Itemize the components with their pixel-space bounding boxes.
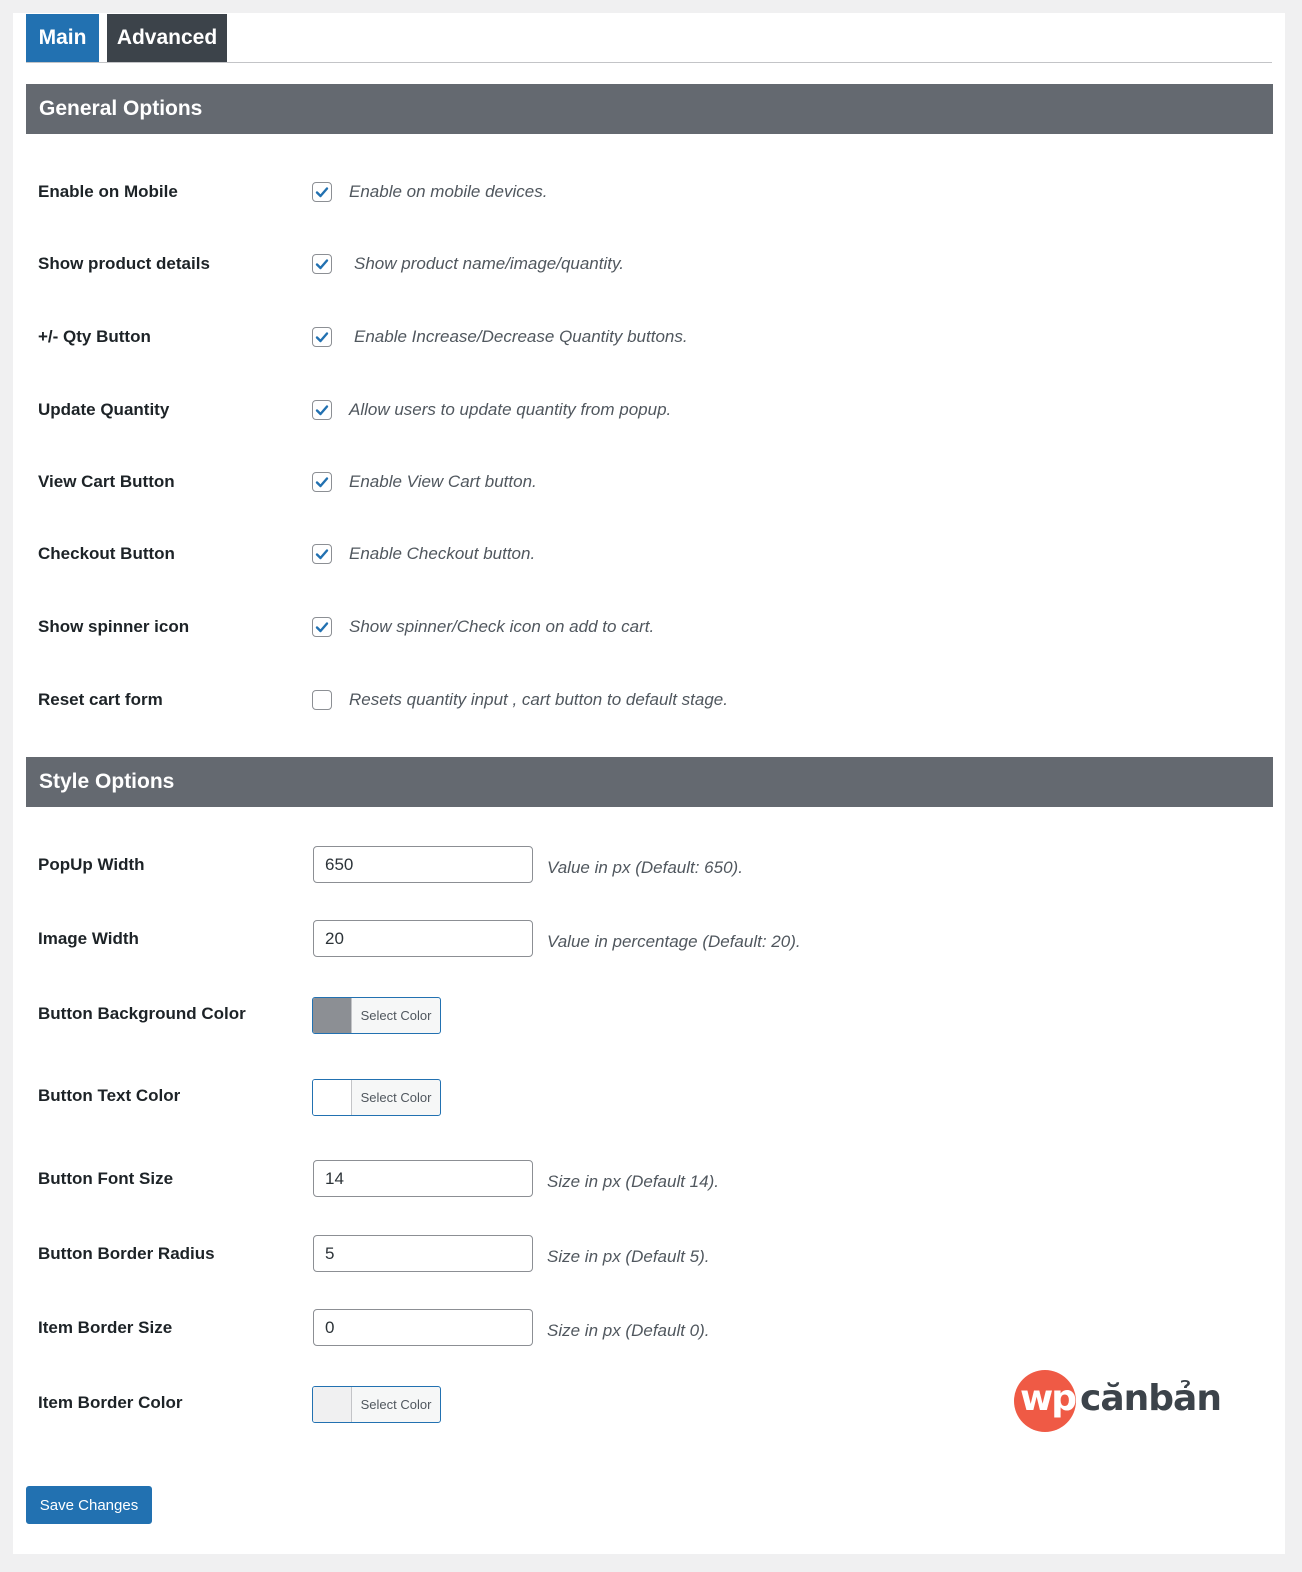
button-border-radius-input[interactable] [313, 1235, 533, 1272]
option-row-item-border-size [38, 1313, 1285, 1343]
checkmark-icon [314, 256, 330, 272]
option-row-image-width [38, 924, 1285, 954]
option-label: Image Width [38, 929, 139, 948]
checkbox-reset-cart-form[interactable] [312, 690, 332, 710]
tab-bar [26, 14, 1272, 63]
checkbox-show-spinner-icon[interactable] [312, 617, 332, 637]
option-row-enable-mobile [38, 177, 1285, 207]
checkbox-show-product-details[interactable] [312, 254, 332, 274]
option-description: Enable Checkout button. [349, 544, 536, 563]
option-row-qty-button [38, 322, 1285, 352]
option-label: Button Text Color [38, 1086, 181, 1105]
popup-width-input[interactable] [313, 846, 533, 883]
option-label: Update Quantity [38, 400, 170, 419]
button-bg-color-picker[interactable] [312, 997, 441, 1034]
option-description: Show spinner/Check icon on add to cart. [349, 617, 655, 636]
option-label: Button Border Radius [38, 1244, 215, 1263]
checkmark-icon [314, 184, 330, 200]
option-description: Resets quantity input , cart button to default stage. [349, 690, 728, 709]
option-row-show-spinner-icon [38, 612, 1285, 642]
option-row-checkout-button [38, 539, 1285, 569]
option-description: Value in px (Default: 650). [547, 858, 743, 877]
option-description: Size in px (Default 5). [547, 1247, 710, 1266]
option-description: Enable on mobile devices. [349, 182, 548, 201]
option-description: Enable View Cart button. [349, 472, 537, 491]
select-color-label: Select Color [360, 1397, 432, 1412]
checkbox-enable-mobile[interactable] [312, 182, 332, 202]
option-description: Show product name/image/quantity. [354, 254, 624, 273]
color-swatch [313, 998, 352, 1033]
option-label: Button Font Size [38, 1169, 174, 1188]
option-label: View Cart Button [38, 472, 175, 491]
checkbox-qty-button[interactable] [312, 327, 332, 347]
checkbox-checkout-button[interactable] [312, 544, 332, 564]
checkmark-icon [314, 474, 330, 490]
option-label: Reset cart form [38, 690, 163, 709]
select-color-label: Select Color [360, 1090, 432, 1105]
option-label: Item Border Size [38, 1318, 173, 1337]
option-row-view-cart-button [38, 467, 1285, 497]
option-label: PopUp Width [38, 855, 145, 874]
button-font-size-input[interactable] [313, 1160, 533, 1197]
option-row-update-quantity [38, 395, 1285, 425]
color-swatch [313, 1387, 352, 1422]
checkbox-view-cart-button[interactable] [312, 472, 332, 492]
option-description: Size in px (Default 0). [547, 1321, 710, 1340]
option-row-button-text-color [38, 1081, 1285, 1111]
option-row-button-bg-color [38, 999, 1285, 1029]
checkmark-icon [314, 546, 330, 562]
option-description: Size in px (Default 14). [547, 1172, 719, 1191]
option-description: Value in percentage (Default: 20). [547, 932, 801, 951]
option-row-button-font-size [38, 1164, 1285, 1194]
option-label: Item Border Color [38, 1393, 183, 1412]
tab-main[interactable]: Main [26, 14, 99, 62]
option-row-popup-width [38, 850, 1285, 880]
option-description: Enable Increase/Decrease Quantity buttons. [354, 327, 688, 346]
settings-panel [13, 13, 1285, 1554]
color-swatch [313, 1080, 352, 1115]
option-label: Show spinner icon [38, 617, 190, 636]
option-label: Checkout Button [38, 544, 175, 563]
tab-advanced[interactable]: Advanced [107, 14, 227, 62]
logo-brand-text: cănbản [1080, 1378, 1221, 1419]
logo-wp-text: wp [1020, 1378, 1076, 1419]
image-width-input[interactable] [313, 920, 533, 957]
checkbox-update-quantity[interactable] [312, 400, 332, 420]
option-label: Show product details [38, 254, 210, 273]
item-border-color-picker[interactable] [312, 1386, 441, 1423]
option-row-show-product-details [38, 249, 1285, 279]
wpcanban-logo [1014, 1368, 1221, 1434]
option-label: +/- Qty Button [38, 327, 151, 346]
option-label: Button Background Color [38, 1004, 246, 1023]
item-border-size-input[interactable] [313, 1309, 533, 1346]
option-row-button-border-radius [38, 1239, 1285, 1269]
option-description: Allow users to update quantity from popup. [349, 400, 672, 419]
option-row-reset-cart-form [38, 685, 1285, 715]
option-label: Enable on Mobile [38, 182, 178, 201]
button-text-color-picker[interactable] [312, 1079, 441, 1116]
select-color-label: Select Color [360, 1008, 432, 1023]
checkmark-icon [314, 329, 330, 345]
checkmark-icon [314, 619, 330, 635]
section-header-general: General Options [26, 84, 1273, 134]
save-changes-button[interactable]: Save Changes [26, 1486, 152, 1524]
section-header-style: Style Options [26, 757, 1273, 807]
checkmark-icon [314, 402, 330, 418]
